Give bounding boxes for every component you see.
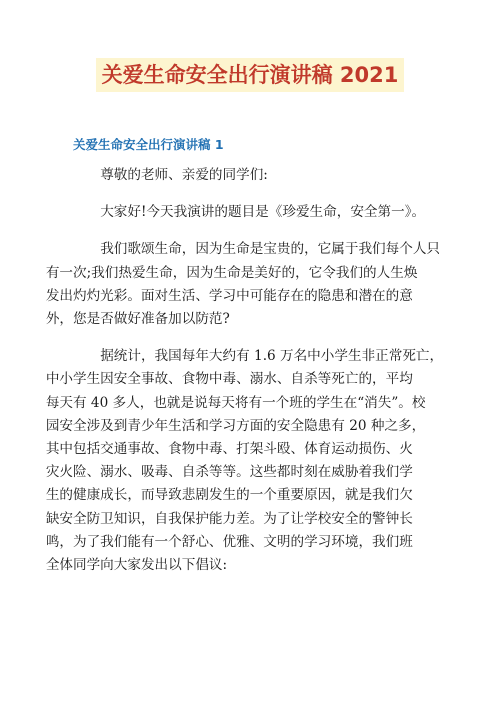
- text-line: 尊敬的老师、亲爱的同学们:: [100, 167, 268, 183]
- text-line: 鸣，为了我们能有一个舒心、优雅、文明的学习环境，我们班: [45, 533, 413, 550]
- paragraph-life: [45, 238, 441, 331]
- text-line: 全体同学向大家发出以下倡议:: [45, 557, 228, 574]
- paragraph-statistics: [45, 345, 444, 577]
- document-body: [45, 136, 444, 591]
- text-line: 外，您是否做好准备加以防范?: [45, 311, 230, 328]
- title-area: [0, 58, 500, 92]
- text-line: 有一次;我们热爱生命，因为生命是美好的，它令我们的人生焕: [45, 264, 418, 281]
- text-line: 据统计，我国每年大约有 1.6 万名中小学生非正常死亡，: [100, 348, 444, 365]
- text-line: 缺安全防卫知识，自我保护能力差。为了让学校安全的警钟长: [45, 510, 413, 527]
- text-line: 园安全涉及到青少年生活和学习方面的安全隐患有 20 种之多，: [45, 417, 426, 434]
- text-line: 每天有 40 多人，也就是说每天将有一个班的学生在“消失”。校: [45, 394, 426, 411]
- text-line: 大家好!今天我演讲的题目是《珍爱生命，安全第一》。: [100, 204, 426, 221]
- text-line: 我们歌颂生命，因为生命是宝贵的，它属于我们每个人只: [100, 241, 441, 258]
- document-title: 关爱生命安全出行演讲稿 2021: [96, 58, 405, 92]
- text-line: 灾火险、溺水、吸毒、自杀等等。这些都时刻在威胁着我们学: [45, 464, 413, 481]
- paragraph-intro: [73, 201, 429, 224]
- text-line: 中小学生因安全事故、食物中毒、溺水、自杀等死亡的，平均: [45, 371, 413, 388]
- paragraph-greeting: [73, 164, 429, 187]
- section-heading: 关爱生命安全出行演讲稿 1: [73, 137, 224, 152]
- text-line: 发出灼灼光彩。面对生活、学习中可能存在的隐患和潜在的意: [45, 287, 413, 304]
- text-line: 生的健康成长，而导致悲剧发生的一个重要原因，就是我们欠: [45, 487, 413, 504]
- text-line: 其中包括交通事故、食物中毒、打架斗殴、体育运动损伤、火: [45, 441, 413, 458]
